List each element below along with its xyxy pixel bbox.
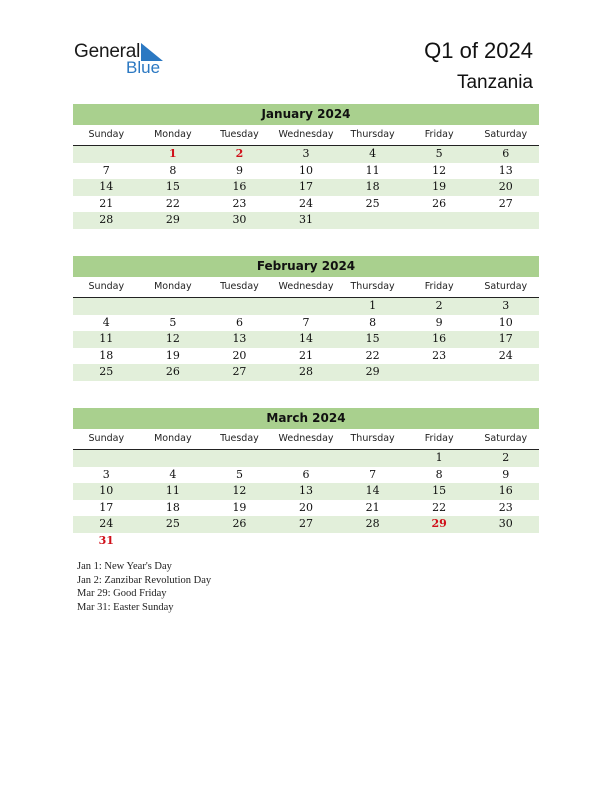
day-cell: 22 [165,196,180,210]
day-cell: 23 [232,196,247,210]
day-cell: 27 [299,517,314,530]
month-january [73,104,539,229]
generalblue-logo [74,41,184,81]
day-cell: 19 [232,500,247,514]
day-cell: 15 [165,180,180,193]
day-cell: 29 [431,517,447,530]
holiday-note: Jan 1: New Year's Day [77,561,172,572]
day-cell: 2 [435,299,443,312]
empty-day-cell [472,364,539,381]
weekday-header-row [73,127,539,146]
day-cell: 1 [369,299,377,312]
day-cell: 15 [365,332,380,345]
empty-day-cell [140,533,207,550]
weekday-label: Tuesday [220,281,259,292]
day-cell: 21 [365,500,380,514]
day-cell: 20 [299,500,314,514]
weekday-header-row [73,431,539,450]
day-cell: 14 [365,484,380,497]
day-cell: 17 [99,500,114,514]
month-weeks [73,298,539,381]
day-cell: 29 [165,213,180,226]
week-row [73,364,539,381]
month-march [73,408,539,549]
day-cell: 22 [432,500,447,514]
day-cell: 25 [99,365,114,378]
empty-day-cell [339,533,406,550]
day-cell: 24 [498,348,513,362]
day-cell: 7 [302,315,310,329]
day-cell: 17 [299,180,314,193]
empty-day-cell [472,533,539,550]
day-cell: 1 [169,147,177,160]
day-cell: 21 [99,196,114,210]
day-cell: 14 [299,332,314,345]
weekday-label: Sunday [88,281,125,292]
day-cell: 30 [232,213,247,226]
weekday-label: Wednesday [278,281,334,292]
day-cell: 20 [232,348,247,362]
month-header: March 2024 [73,408,539,429]
empty-day-cell [206,450,273,467]
day-cell: 8 [435,467,443,481]
month-weeks [73,146,539,229]
weekday-label: Saturday [484,433,528,444]
week-row [73,467,539,484]
day-cell: 3 [302,147,310,160]
week-row [73,298,539,315]
weekday-label: Monday [154,129,192,140]
week-row [73,331,539,348]
month-february [73,256,539,381]
day-cell: 24 [99,517,114,530]
month-header: February 2024 [73,256,539,277]
holiday-note: Mar 31: Easter Sunday [77,601,174,613]
weekday-label: Thursday [350,281,395,292]
week-row [73,500,539,517]
day-cell: 20 [498,180,513,193]
day-cell: 26 [432,196,447,210]
day-cell: 19 [165,348,180,362]
day-cell: 13 [299,484,314,497]
day-cell: 3 [102,467,110,481]
empty-day-cell [406,212,473,229]
day-cell: 26 [232,517,247,530]
weekday-label: Tuesday [220,129,259,140]
day-cell: 5 [235,467,243,481]
day-cell: 31 [98,533,114,547]
day-cell: 10 [99,484,114,497]
day-cell: 13 [232,332,247,345]
weekday-label: Friday [424,281,454,292]
day-cell: 6 [302,467,310,481]
country-name: Tanzania [456,72,533,93]
day-cell: 12 [232,484,247,497]
weekday-label: Sunday [88,129,125,140]
week-row [73,179,539,196]
week-row [73,450,539,467]
weekday-label: Wednesday [278,433,334,444]
weekday-label: Monday [154,433,192,444]
day-cell: 25 [365,196,380,210]
day-cell: 8 [169,163,177,177]
week-row [73,516,539,533]
weekday-label: Monday [154,281,192,292]
day-cell: 27 [232,365,247,378]
day-cell: 4 [169,467,177,481]
holiday-note: Mar 29: Good Friday [77,588,167,599]
day-cell: 26 [165,365,180,378]
day-cell: 17 [498,332,513,345]
day-cell: 5 [169,315,177,329]
empty-day-cell [339,212,406,229]
day-cell: 10 [498,315,513,329]
day-cell: 24 [299,196,314,210]
weekday-label: Thursday [350,433,395,444]
week-row [73,348,539,365]
empty-day-cell [206,533,273,550]
day-cell: 29 [365,365,380,378]
empty-day-cell [472,212,539,229]
day-cell: 6 [502,147,510,160]
day-cell: 2 [502,451,510,464]
day-cell: 27 [498,196,513,210]
day-cell: 5 [435,147,443,160]
logo-text-blue: Blue [126,58,161,77]
week-row [73,483,539,500]
weekday-label: Saturday [484,281,528,292]
day-cell: 2 [235,147,244,160]
week-row [73,315,539,332]
day-cell: 9 [235,163,243,177]
day-cell: 11 [99,332,114,345]
empty-day-cell [273,533,340,550]
weekday-label: Sunday [88,433,125,444]
empty-day-cell [140,450,207,467]
day-cell: 31 [299,213,314,226]
month-weeks [73,450,539,549]
page-title: Q1 of 2024 [424,38,533,63]
day-cell: 4 [369,147,377,160]
day-cell: 22 [365,348,380,362]
weekday-label: Friday [424,433,454,444]
empty-day-cell [73,450,140,467]
empty-day-cell [273,298,340,315]
week-row [73,533,539,550]
day-cell: 11 [165,484,180,497]
week-row [73,146,539,163]
day-cell: 28 [299,365,314,378]
empty-day-cell [73,146,140,163]
weekday-label: Friday [424,129,454,140]
day-cell: 7 [102,163,110,177]
day-cell: 15 [432,484,447,497]
empty-day-cell [73,298,140,315]
empty-day-cell [140,298,207,315]
day-cell: 16 [432,332,447,345]
day-cell: 9 [435,315,443,329]
day-cell: 9 [502,467,510,481]
empty-day-cell [206,298,273,315]
weekday-label: Thursday [350,129,395,140]
weekday-header-row [73,279,539,298]
weekday-label: Tuesday [220,433,259,444]
week-row [73,196,539,213]
day-cell: 28 [365,517,380,530]
day-cell: 23 [498,500,513,514]
day-cell: 8 [369,315,377,329]
holiday-note: Jan 2: Zanzibar Revolution Day [77,574,212,586]
day-cell: 12 [165,332,180,345]
week-row [73,212,539,229]
day-cell: 3 [502,299,510,312]
day-cell: 10 [299,163,314,177]
day-cell: 28 [99,213,114,226]
empty-day-cell [406,364,473,381]
day-cell: 19 [432,180,447,193]
day-cell: 16 [498,484,513,497]
logo-text-general: General [74,41,141,62]
weekday-label: Wednesday [278,129,334,140]
day-cell: 7 [369,467,377,481]
day-cell: 18 [99,348,114,362]
week-row [73,163,539,180]
holiday-notes [77,560,211,614]
month-header: January 2024 [73,104,539,125]
empty-day-cell [406,533,473,550]
day-cell: 18 [365,180,380,193]
day-cell: 30 [498,517,513,530]
weekday-label: Saturday [484,129,528,140]
day-cell: 18 [165,500,180,514]
day-cell: 23 [432,348,447,362]
day-cell: 11 [365,163,380,177]
empty-day-cell [339,450,406,467]
day-cell: 25 [165,517,180,530]
day-cell: 6 [235,315,243,329]
day-cell: 14 [99,180,114,193]
day-cell: 21 [299,348,314,362]
day-cell: 4 [102,315,110,329]
day-cell: 12 [432,163,447,177]
day-cell: 16 [232,180,247,193]
empty-day-cell [273,450,340,467]
day-cell: 1 [435,451,443,464]
day-cell: 13 [498,163,513,177]
